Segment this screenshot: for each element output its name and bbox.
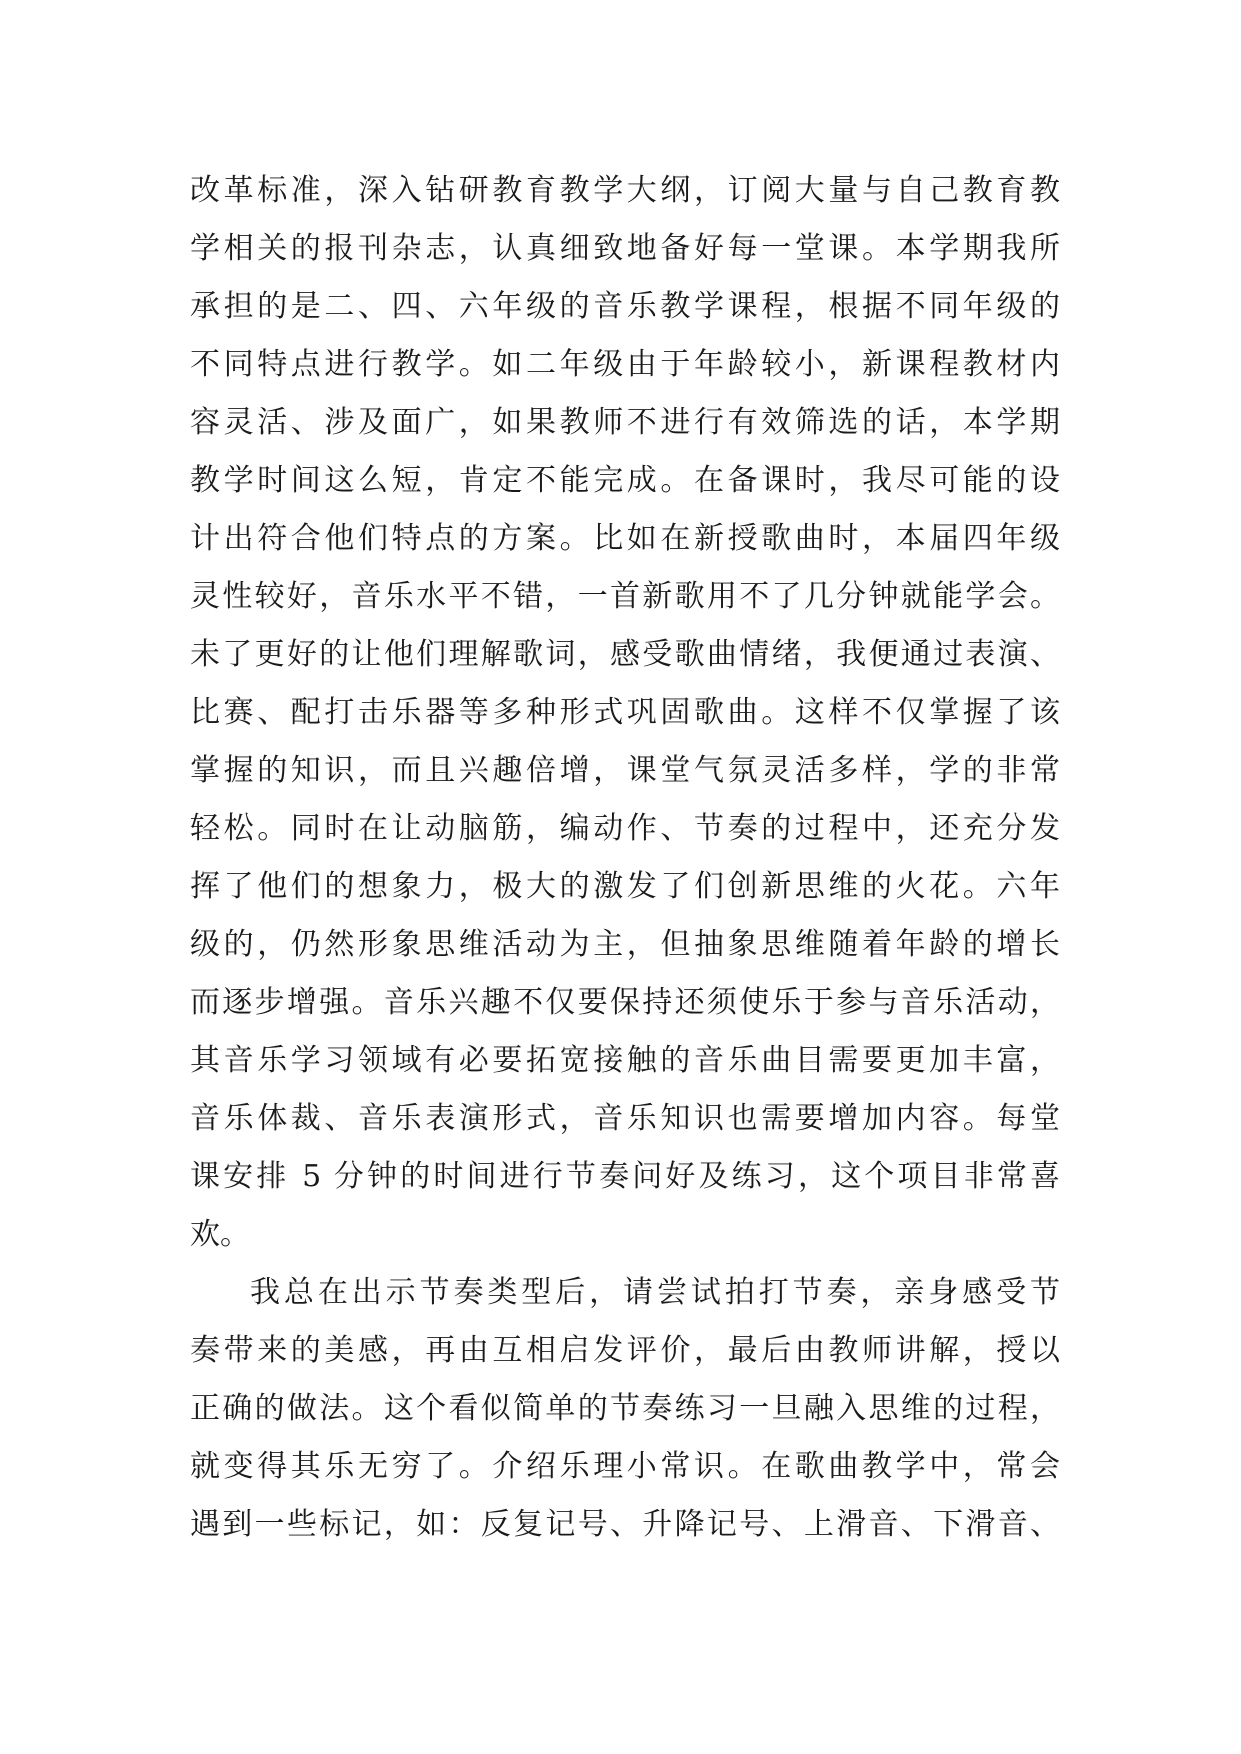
paragraph-2 xyxy=(190,1264,1060,1554)
text-line: 容灵活、涉及面广，如果教师不进行有效筛选的话，本学期 xyxy=(190,405,1060,440)
text-line: 承担的是二、四、六年级的音乐教学课程，根据不同年级的 xyxy=(190,289,1060,324)
text-line: 其音乐学习领域有必要拓宽接触的音乐曲目需要更加丰富， xyxy=(190,1043,1060,1078)
text-line: 轻松。同时在让动脑筋，编动作、节奏的过程中，还充分发 xyxy=(190,811,1060,846)
text-line: 欢。 xyxy=(190,1217,250,1252)
text-line: 掌握的知识，而且兴趣倍增，课堂气氛灵活多样，学的非常 xyxy=(190,753,1060,788)
text-line: 而逐步增强。音乐兴趣不仅要保持还须使乐于参与音乐活动， xyxy=(190,985,1060,1020)
paragraph-1 xyxy=(190,162,1060,1264)
body-text xyxy=(190,162,1060,1554)
text-line: 学相关的报刊杂志，认真细致地备好每一堂课。本学期我所 xyxy=(190,231,1060,266)
text-line: 正确的做法。这个看似简单的节奏练习一旦融入思维的过程， xyxy=(190,1391,1060,1426)
text-line: 比赛、配打击乐器等多种形式巩固歌曲。这样不仅掌握了该 xyxy=(190,695,1060,730)
text-line: 课安排 5 分钟的时间进行节奏问好及练习，这个项目非常喜 xyxy=(190,1159,1060,1194)
text-line: 改革标准，深入钻研教育教学大纲，订阅大量与自己教育教 xyxy=(190,173,1060,208)
text-line: 计出符合他们特点的方案。比如在新授歌曲时，本届四年级 xyxy=(190,521,1060,556)
text-line: 教学时间这么短，肯定不能完成。在备课时，我尽可能的设 xyxy=(190,463,1060,498)
text-line: 就变得其乐无穷了。介绍乐理小常识。在歌曲教学中，常会 xyxy=(190,1449,1060,1484)
text-line: 灵性较好，音乐水平不错，一首新歌用不了几分钟就能学会。 xyxy=(190,579,1060,614)
text-line: 级的，仍然形象思维活动为主，但抽象思维随着年龄的增长 xyxy=(190,927,1060,962)
text-line: 遇到一些标记，如：反复记号、升降记号、上滑音、下滑音、 xyxy=(190,1507,1060,1542)
text-line: 音乐体裁、音乐表演形式，音乐知识也需要增加内容。每堂 xyxy=(190,1101,1060,1136)
text-line: 挥了他们的想象力，极大的激发了们创新思维的火花。六年 xyxy=(190,869,1060,904)
text-line: 不同特点进行教学。如二年级由于年龄较小，新课程教材内 xyxy=(190,347,1060,382)
text-line: 未了更好的让他们理解歌词，感受歌曲情绪，我便通过表演、 xyxy=(190,637,1060,672)
text-line: 我总在出示节奏类型后，请尝试拍打节奏，亲身感受节 xyxy=(250,1275,1060,1310)
text-line: 奏带来的美感，再由互相启发评价，最后由教师讲解，授以 xyxy=(190,1333,1060,1368)
